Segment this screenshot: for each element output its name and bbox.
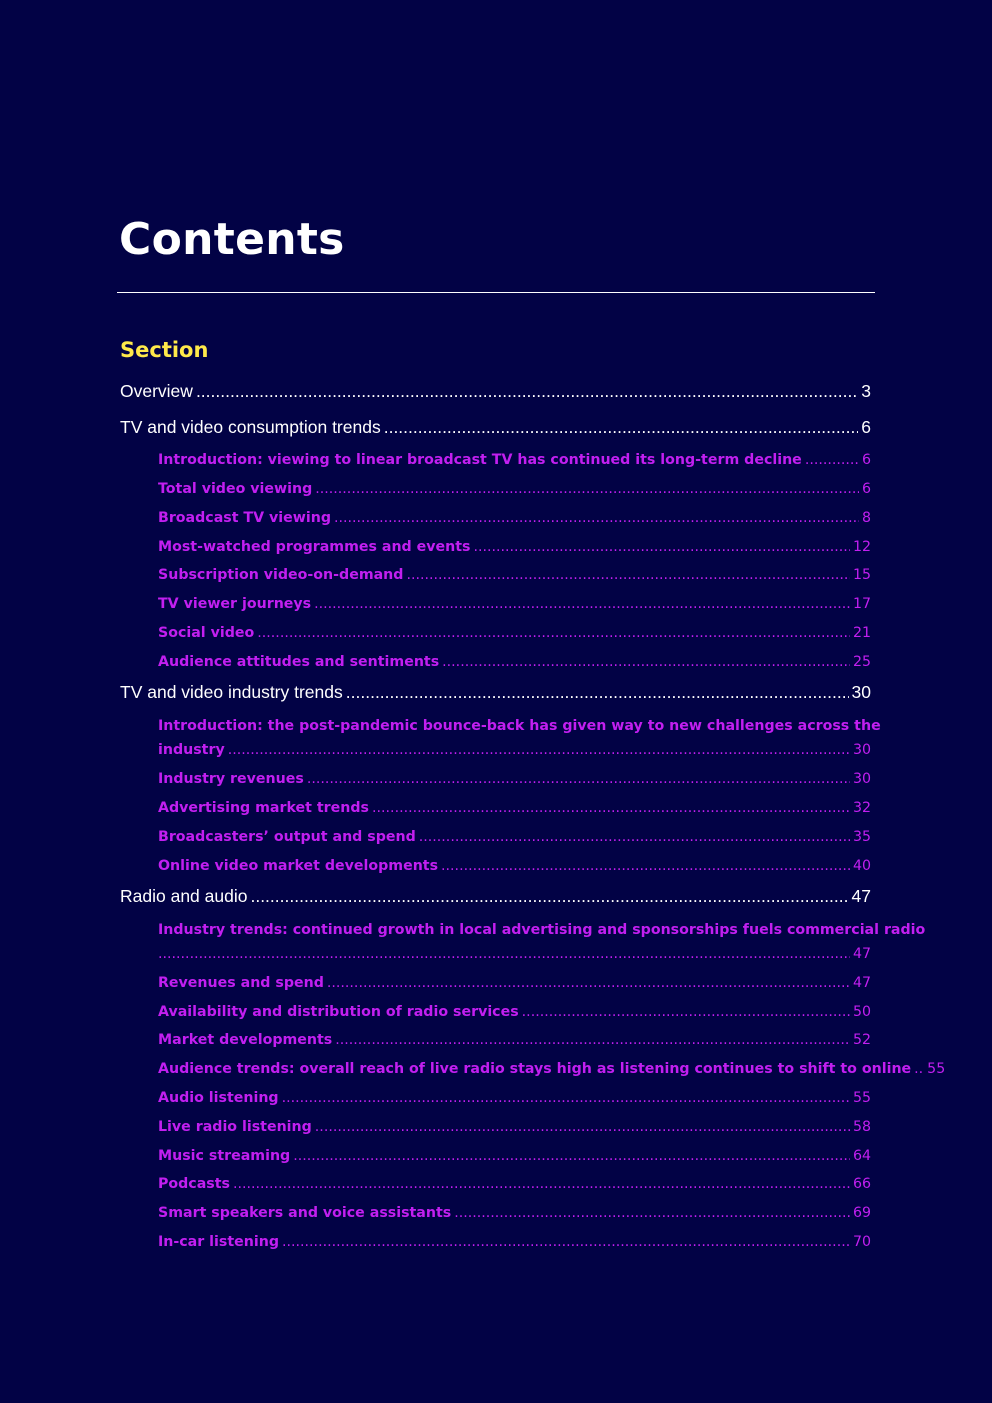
toc-page-number: 30 xyxy=(851,682,871,702)
toc-page-number: 35 xyxy=(852,829,871,845)
toc-subentry-label: Online video market developments xyxy=(158,858,439,874)
toc-subentry-label: Market developments xyxy=(158,1032,333,1048)
toc-subentry[interactable] xyxy=(158,539,871,555)
toc-page-number: 52 xyxy=(852,1032,871,1048)
dot-leader xyxy=(196,381,858,402)
toc-subentry-label: TV viewer journeys xyxy=(158,596,312,612)
dot-leader xyxy=(228,742,850,758)
toc-entry-radio-audio[interactable] xyxy=(120,886,871,907)
toc-subentry[interactable] xyxy=(158,625,871,641)
dot-leader xyxy=(327,975,850,991)
toc-page-number: 47 xyxy=(852,975,871,991)
dot-leader xyxy=(441,858,850,874)
toc-page-number: 70 xyxy=(852,1234,871,1250)
dot-leader xyxy=(334,510,859,526)
dot-leader xyxy=(372,800,850,816)
toc-subentry[interactable] xyxy=(158,452,871,468)
dot-leader xyxy=(335,1032,850,1048)
toc-subentry[interactable] xyxy=(158,1032,871,1048)
toc-page-number: 25 xyxy=(852,654,871,670)
toc-page-number: 40 xyxy=(852,858,871,874)
toc-page-number: 30 xyxy=(852,771,871,787)
toc-subentry-label: Introduction: viewing to linear broadcast TV has continued its long-term decline xyxy=(158,452,802,468)
toc-page-number: 55 xyxy=(927,1061,946,1077)
dot-leader xyxy=(233,1176,850,1192)
toc-page-number: 8 xyxy=(861,510,871,526)
section-heading: Section xyxy=(120,338,209,362)
toc-subentry-label: Audience trends: overall reach of live radio stays high as listening continues to shift to online xyxy=(158,1061,912,1077)
toc-subentry-label: Audience attitudes and sentiments xyxy=(158,654,440,670)
toc-page-number: 12 xyxy=(852,539,871,555)
toc-subentry[interactable] xyxy=(158,1176,871,1192)
toc-subentry-multiline[interactable] xyxy=(158,718,881,758)
toc-subentry-label: Music streaming xyxy=(158,1148,291,1164)
toc-subentry-label: Audio listening xyxy=(158,1090,279,1106)
dot-leader xyxy=(307,771,850,787)
toc-subentry-label: Advertising market trends xyxy=(158,800,370,816)
toc-page-number: 47 xyxy=(851,886,871,906)
toc-subentry-label: Broadcasters’ output and spend xyxy=(158,829,416,845)
toc-page-number: 69 xyxy=(852,1205,871,1221)
dot-leader xyxy=(419,829,850,845)
toc-entry-label: TV and video consumption trends xyxy=(120,417,381,437)
toc-entry-label: Overview xyxy=(120,381,193,401)
toc-subentry[interactable] xyxy=(158,975,871,991)
dot-leader xyxy=(346,682,849,703)
dot-leader xyxy=(158,946,850,962)
toc-subentry[interactable] xyxy=(158,858,871,874)
toc-subentry-label: In-car listening xyxy=(158,1234,279,1250)
toc-subentry-multiline[interactable] xyxy=(158,922,926,962)
dot-leader xyxy=(454,1205,850,1221)
toc-subentry[interactable] xyxy=(158,596,871,612)
toc-subentry[interactable] xyxy=(158,510,871,526)
dot-leader xyxy=(282,1090,850,1106)
toc-page-number: 15 xyxy=(852,567,871,583)
toc-page-number: 30 xyxy=(852,742,871,758)
dot-leader xyxy=(522,1004,850,1020)
page-title: Contents xyxy=(119,214,345,265)
toc-subentry-label: Broadcast TV viewing xyxy=(158,510,331,526)
dot-leader xyxy=(805,452,859,468)
toc-page-number: 6 xyxy=(861,481,871,497)
toc-page-number: 3 xyxy=(861,381,871,401)
toc-page-number: 6 xyxy=(861,417,871,437)
toc-page-number: 6 xyxy=(861,452,871,468)
toc-subentry[interactable] xyxy=(158,1090,871,1106)
toc-subentry-label-line1: Industry trends: continued growth in local advertising and sponsorships fuels commercial radio xyxy=(158,922,926,938)
dot-leader xyxy=(442,654,850,670)
toc-entry-overview[interactable] xyxy=(120,381,871,402)
toc-subentry-label: Smart speakers and voice assistants xyxy=(158,1205,452,1221)
toc-subentry-label: Industry revenues xyxy=(158,771,304,787)
toc-subentry[interactable] xyxy=(158,1234,871,1250)
dot-leader xyxy=(293,1148,850,1164)
toc-subentry-label: Podcasts xyxy=(158,1176,230,1192)
toc-subentry[interactable] xyxy=(158,1004,871,1020)
dot-leader xyxy=(257,625,850,641)
dot-leader xyxy=(914,1061,924,1077)
toc-subentry-line2 xyxy=(158,742,871,758)
dot-leader xyxy=(314,596,850,612)
toc-subentry-label: Social video xyxy=(158,625,255,641)
toc-entry-tv-industry[interactable] xyxy=(120,682,871,703)
toc-page-number: 55 xyxy=(852,1090,871,1106)
toc-subentry-label: Total video viewing xyxy=(158,481,313,497)
toc-page-number: 21 xyxy=(852,625,871,641)
toc-subentry[interactable] xyxy=(158,1119,871,1135)
toc-page-number: 66 xyxy=(852,1176,871,1192)
dot-leader xyxy=(315,1119,850,1135)
toc-subentry[interactable] xyxy=(158,654,871,670)
toc-subentry[interactable] xyxy=(158,1148,871,1164)
toc-subentry[interactable] xyxy=(158,1061,946,1077)
toc-entry-label: TV and video industry trends xyxy=(120,682,343,702)
dot-leader xyxy=(406,567,850,583)
toc-entry-tv-consumption[interactable] xyxy=(120,417,871,438)
dot-leader xyxy=(315,481,859,497)
toc-subentry[interactable] xyxy=(158,567,871,583)
dot-leader xyxy=(282,1234,850,1250)
toc-subentry[interactable] xyxy=(158,800,871,816)
toc-page-number: 17 xyxy=(852,596,871,612)
toc-page-number: 47 xyxy=(852,946,871,962)
toc-subentry-line2 xyxy=(158,946,871,962)
toc-page-number: 32 xyxy=(852,800,871,816)
toc-subentry-label: Most-watched programmes and events xyxy=(158,539,471,555)
toc-page-number: 50 xyxy=(852,1004,871,1020)
toc-subentry-label-line1: Introduction: the post-pandemic bounce-back has given way to new challenges across the xyxy=(158,718,881,734)
toc-subentry[interactable] xyxy=(158,1205,871,1221)
toc-subentry-label: Subscription video-on-demand xyxy=(158,567,404,583)
toc-entry-label: Radio and audio xyxy=(120,886,248,906)
toc-page-number: 58 xyxy=(852,1119,871,1135)
dot-leader xyxy=(250,886,848,907)
toc-page-number: 64 xyxy=(852,1148,871,1164)
dot-leader xyxy=(473,539,849,555)
toc-subentry-label: Availability and distribution of radio services xyxy=(158,1004,519,1020)
toc-subentry-label: Live radio listening xyxy=(158,1119,312,1135)
toc-subentry[interactable] xyxy=(158,771,871,787)
toc-subentry[interactable] xyxy=(158,481,871,497)
toc-subentry-label: Revenues and spend xyxy=(158,975,324,991)
toc-subentry[interactable] xyxy=(158,829,871,845)
toc-subentry-label-line2: industry xyxy=(158,742,225,758)
dot-leader xyxy=(384,417,859,438)
